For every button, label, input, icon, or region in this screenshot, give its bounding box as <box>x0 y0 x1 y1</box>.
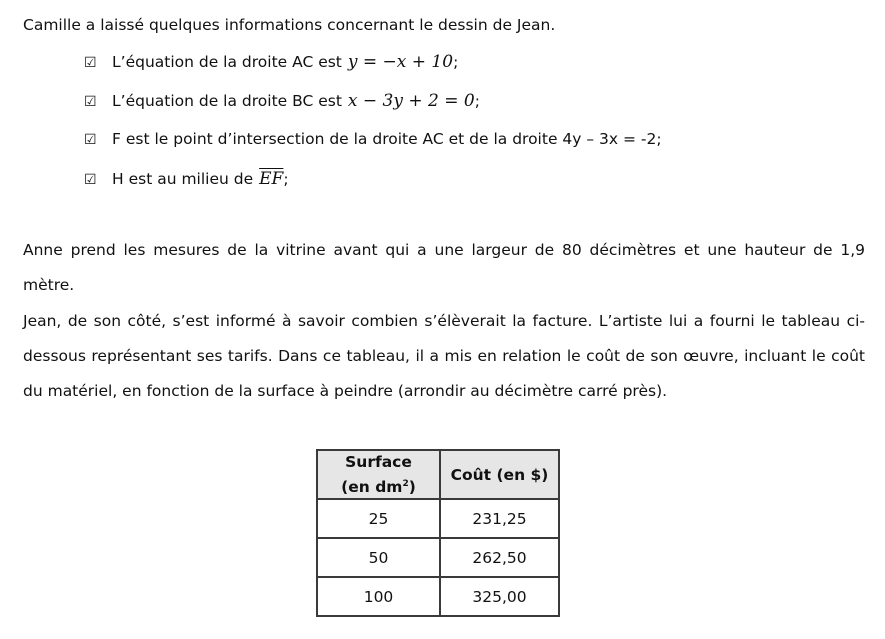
pricing-table <box>316 449 560 617</box>
table-row <box>317 499 559 538</box>
list-item <box>84 91 480 111</box>
equation: y = −x + 10 <box>347 52 454 72</box>
paragraph-line: Anne prend les mesures de la vitrine avant qui a une largeur de 80 décimètres et une hauteur de 1,9 <box>23 241 865 259</box>
item-suffix: ; <box>283 170 289 188</box>
header-cost: Coût (en $) <box>440 450 559 499</box>
checkbox-checked-icon: ☑ <box>84 172 97 188</box>
item-text: H est au milieu de <box>112 170 254 188</box>
segment-ef: $\overline{EF}$ <box>259 169 284 189</box>
paragraph-line: dessous représentant ses tarifs. Dans ce tableau, il a mis en relation le coût de son œuvre, incluant le coût <box>23 347 865 365</box>
cell-surface: 25 <box>317 499 440 538</box>
cell-cost: 325,00 <box>440 577 559 616</box>
item-suffix: ; <box>474 92 480 110</box>
list-item <box>84 169 289 189</box>
table-row <box>317 577 559 616</box>
header-surface-line2: (en dm <box>341 478 403 497</box>
list-item <box>84 130 662 148</box>
item-text: L’équation de la droite BC est <box>112 92 342 110</box>
header-surface-line1: Surface <box>345 453 412 471</box>
item-text: L’équation de la droite AC est <box>112 53 342 71</box>
intro-text: Camille a laissé quelques informations concernant le dessin de Jean. <box>23 16 556 34</box>
paragraph-line: Jean, de son côté, s’est informé à savoir combien s’élèverait la facture. L’artiste lui a fourni le tableau ci- <box>23 312 865 330</box>
table-header-row <box>317 450 559 499</box>
cell-cost: 231,25 <box>440 499 559 538</box>
paragraph-line: du matériel, en fonction de la surface à peindre (arrondir au décimètre carré près). <box>23 382 668 400</box>
checkbox-checked-icon: ☑ <box>84 55 97 71</box>
cell-surface: 100 <box>317 577 440 616</box>
equation: x − 3y + 2 = 0 <box>347 91 475 111</box>
list-item <box>84 52 458 72</box>
cell-surface: 50 <box>317 538 440 577</box>
item-suffix: ; <box>453 53 459 71</box>
table-row <box>317 538 559 577</box>
item-text: F est le point d’intersection de la droite AC et de la droite 4y – 3x = -2; <box>112 130 662 148</box>
header-surface <box>317 450 440 499</box>
cell-cost: 262,50 <box>440 538 559 577</box>
header-surface-sup: 2 <box>402 479 409 489</box>
checkbox-checked-icon: ☑ <box>84 132 97 148</box>
checkbox-checked-icon: ☑ <box>84 94 97 110</box>
header-surface-close: ) <box>408 478 416 497</box>
paragraph-line: mètre. <box>23 276 75 294</box>
